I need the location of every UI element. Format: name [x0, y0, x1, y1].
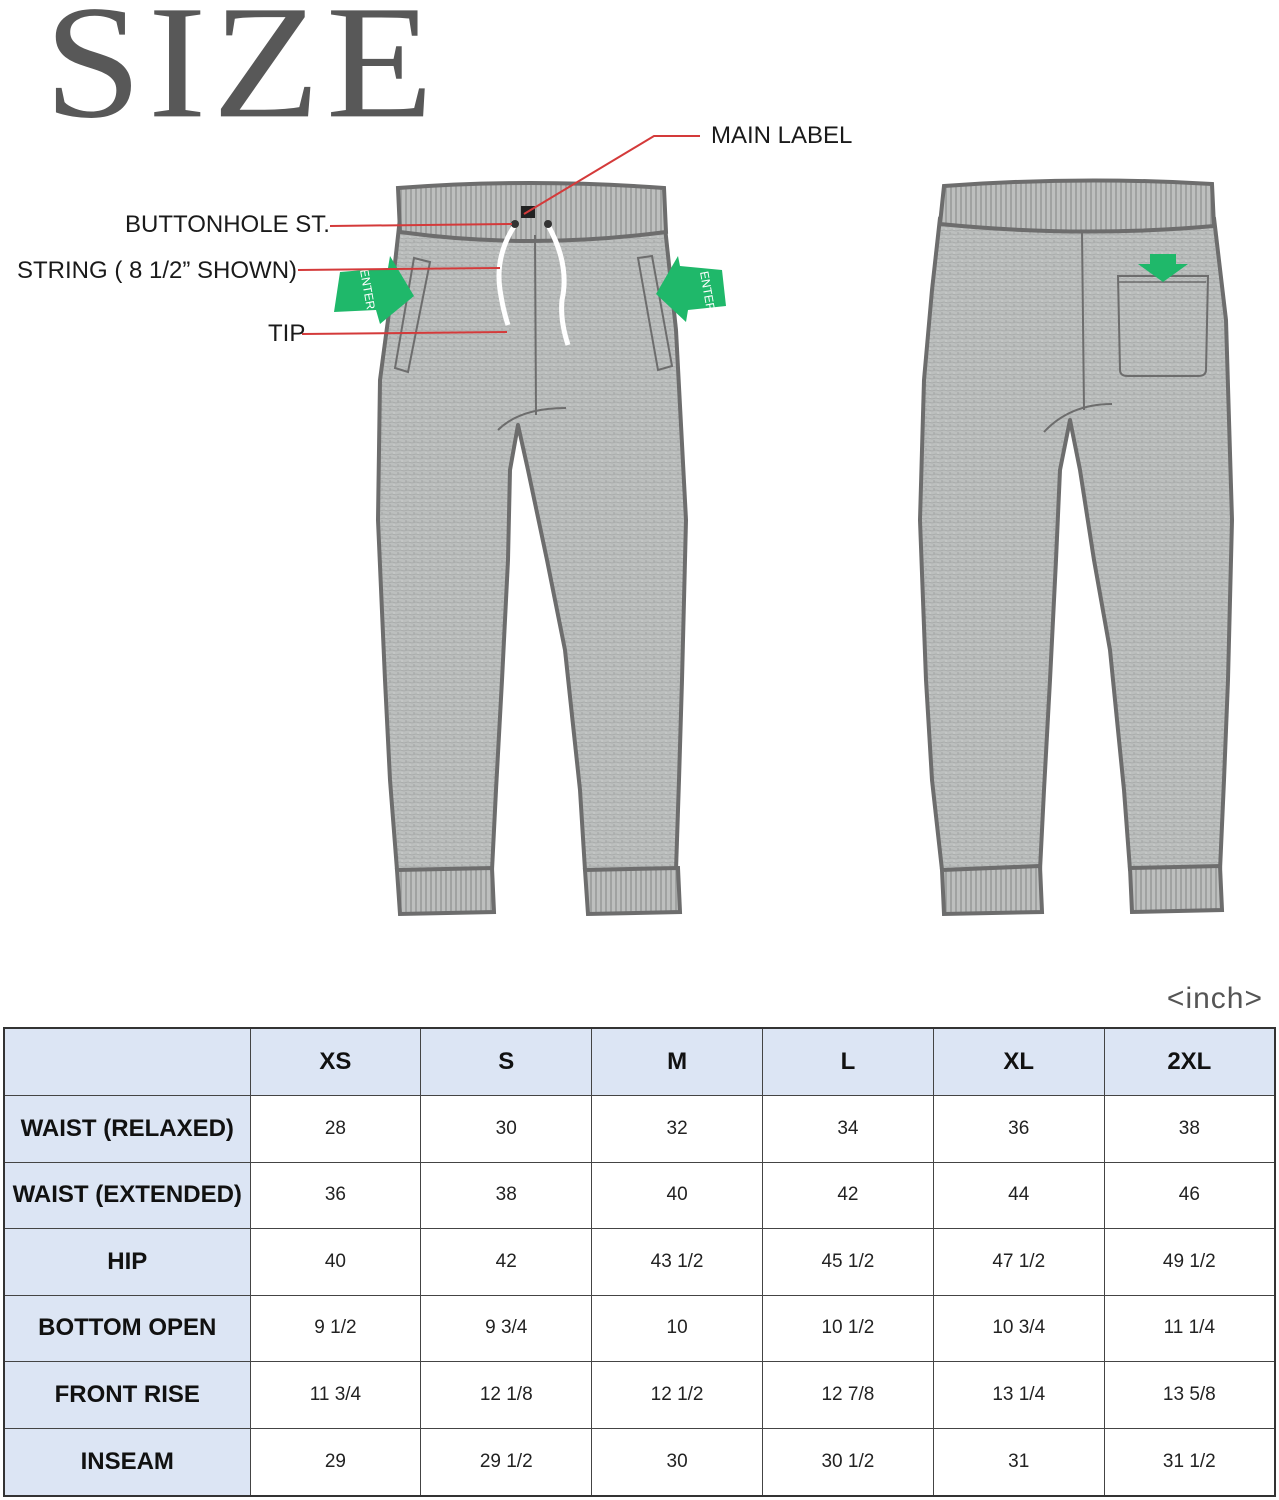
table-cell: 29 — [250, 1428, 421, 1496]
table-cell: 30 — [421, 1096, 592, 1163]
table-cell: 10 — [592, 1295, 763, 1362]
buttonhole-callout: BUTTONHOLE ST. — [125, 211, 330, 238]
column-header-m: M — [592, 1028, 763, 1096]
table-cell: 9 3/4 — [421, 1295, 592, 1362]
table-row — [4, 1295, 1275, 1362]
table-cell: 36 — [933, 1096, 1104, 1163]
column-header-s: S — [421, 1028, 592, 1096]
column-header-l: L — [762, 1028, 933, 1096]
front-fly-seam — [535, 235, 536, 415]
table-cell: 12 1/8 — [421, 1362, 592, 1429]
row-header: WAIST (EXTENDED) — [4, 1162, 250, 1229]
table-row — [4, 1362, 1275, 1429]
size-chart-table — [3, 1027, 1276, 1497]
table-cell: 46 — [1104, 1162, 1275, 1229]
string-callout: STRING ( 8 1/2” SHOWN) — [17, 257, 298, 284]
back-waistband — [940, 180, 1214, 231]
table-row — [4, 1096, 1275, 1163]
column-header-xl: XL — [933, 1028, 1104, 1096]
table-cell: 29 1/2 — [421, 1428, 592, 1496]
column-header-2xl: 2XL — [1104, 1028, 1275, 1096]
table-row — [4, 1229, 1275, 1296]
table-cell: 49 1/2 — [1104, 1229, 1275, 1296]
table-cell: 42 — [762, 1162, 933, 1229]
table-cell: 44 — [933, 1162, 1104, 1229]
front-left-cuff — [397, 868, 494, 914]
right-enter-text: ENTER — [697, 270, 718, 313]
table-cell: 13 5/8 — [1104, 1362, 1275, 1429]
main-label-callout: MAIN LABEL — [711, 122, 853, 149]
table-cell: 28 — [250, 1096, 421, 1163]
table-cell: 11 1/4 — [1104, 1295, 1275, 1362]
row-header: HIP — [4, 1229, 250, 1296]
row-header: INSEAM — [4, 1428, 250, 1496]
table-cell: 45 1/2 — [762, 1229, 933, 1296]
front-view — [298, 136, 726, 914]
back-pants-body — [920, 218, 1232, 870]
table-cell: 30 — [592, 1428, 763, 1496]
table-cell: 30 1/2 — [762, 1428, 933, 1496]
table-row — [4, 1162, 1275, 1229]
row-header: BOTTOM OPEN — [4, 1295, 250, 1362]
table-cell: 31 — [933, 1428, 1104, 1496]
table-cell: 43 1/2 — [592, 1229, 763, 1296]
table-cell: 10 1/2 — [762, 1295, 933, 1362]
table-cell: 10 3/4 — [933, 1295, 1104, 1362]
tip-callout: TIP — [268, 320, 306, 347]
buttonhole-left — [511, 220, 519, 228]
table-cell: 31 1/2 — [1104, 1428, 1275, 1496]
table-cell: 9 1/2 — [250, 1295, 421, 1362]
column-header-xs: XS — [250, 1028, 421, 1096]
buttonhole-right — [544, 220, 552, 228]
unit-label: <inch> — [1166, 982, 1263, 1015]
table-corner-cell — [4, 1028, 250, 1096]
front-right-cuff — [585, 868, 680, 914]
back-right-cuff — [1130, 866, 1222, 912]
table-cell: 12 1/2 — [592, 1362, 763, 1429]
back-left-cuff — [942, 866, 1042, 914]
table-cell: 11 3/4 — [250, 1362, 421, 1429]
table-cell: 12 7/8 — [762, 1362, 933, 1429]
table-header-row — [4, 1028, 1275, 1096]
table-cell: 38 — [421, 1162, 592, 1229]
back-view — [920, 180, 1232, 914]
table-cell: 47 1/2 — [933, 1229, 1104, 1296]
table-cell: 40 — [592, 1162, 763, 1229]
table-cell: 42 — [421, 1229, 592, 1296]
table-cell: 32 — [592, 1096, 763, 1163]
table-cell: 34 — [762, 1096, 933, 1163]
table-cell: 36 — [250, 1162, 421, 1229]
table-cell: 38 — [1104, 1096, 1275, 1163]
page-title: SIZE — [44, 0, 440, 153]
front-pants-body — [378, 218, 686, 870]
row-header: FRONT RISE — [4, 1362, 250, 1429]
table-row — [4, 1428, 1275, 1496]
left-enter-text: ENTER — [357, 268, 378, 311]
table-cell: 13 1/4 — [933, 1362, 1104, 1429]
table-cell: 40 — [250, 1229, 421, 1296]
row-header: WAIST (RELAXED) — [4, 1096, 250, 1163]
